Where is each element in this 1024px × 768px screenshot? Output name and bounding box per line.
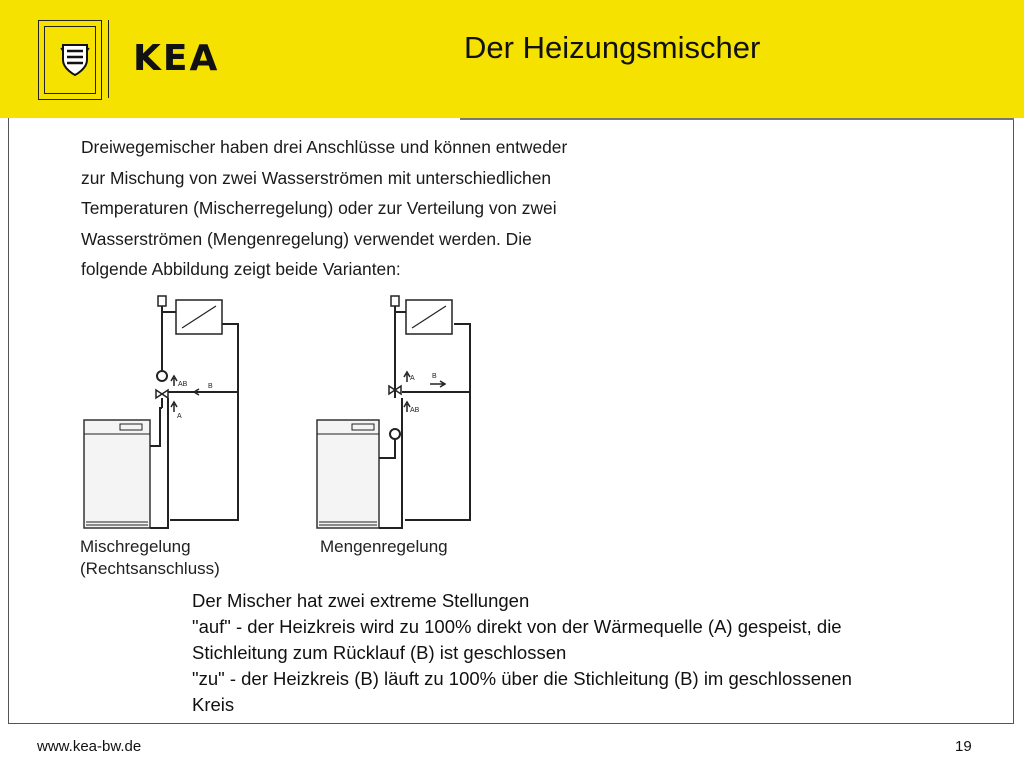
description-text <box>192 588 1012 718</box>
intro-line: Temperaturen (Mischerregelung) oder zur Verteilung von zwei <box>81 198 557 218</box>
footer-url[interactable]: www.kea-bw.de <box>37 738 142 755</box>
brand-logo: KEA <box>133 38 220 79</box>
description-line: "auf" - der Heizkreis wird zu 100% direkt von der Wärmequelle (A) gespeist, die <box>192 616 842 637</box>
caption-mischregelung-2: (Rechtsanschluss) <box>80 559 220 578</box>
port-label-ab-left: AB <box>178 381 188 388</box>
page-number: 19 <box>955 738 972 755</box>
intro-line: zur Mischung von zwei Wasserströmen mit unterschiedlichen <box>81 167 552 188</box>
pump-right <box>390 429 400 439</box>
content-top-rule <box>460 118 1014 120</box>
intro-line: Wasserströmen (Mengenregelung) verwendet werden. Die <box>81 228 532 249</box>
description-line: "zu" - der Heizkreis (B) läuft zu 100% über die Stichleitung (B) im geschlossenen <box>192 668 852 689</box>
caption-mengenregelung: Mengenregelung <box>320 537 448 556</box>
intro-line: Dreiwegemischer haben drei Anschlüsse und können entweder <box>81 137 568 157</box>
pump-left <box>157 371 167 381</box>
coat-of-arms-icon <box>60 42 90 78</box>
logo-divider <box>108 20 109 98</box>
port-label-a-right: A <box>410 375 415 382</box>
page-title: Der Heizungsmischer <box>464 30 761 65</box>
port-label-b-left: B <box>208 383 213 390</box>
diagram-mengenregelung <box>317 296 470 528</box>
caption-mischregelung-1: Mischregelung <box>80 537 191 556</box>
description-line: Der Mischer hat zwei extreme Stellungen <box>192 590 530 611</box>
boiler-right <box>317 420 379 528</box>
port-label-ab-right: AB <box>410 407 420 414</box>
intro-paragraph <box>81 132 671 285</box>
description-line: Stichleitung zum Rücklauf (B) ist geschlossen <box>192 642 567 663</box>
description-line: Kreis <box>192 694 235 715</box>
port-label-b-right: B <box>432 373 437 380</box>
mixer-diagrams <box>70 288 490 588</box>
port-label-a-left: A <box>177 413 182 420</box>
intro-line: folgende Abbildung zeigt beide Varianten: <box>81 259 401 279</box>
slide-header <box>0 0 1024 118</box>
diagram-mischregelung <box>84 296 238 528</box>
boiler-left <box>84 420 150 528</box>
